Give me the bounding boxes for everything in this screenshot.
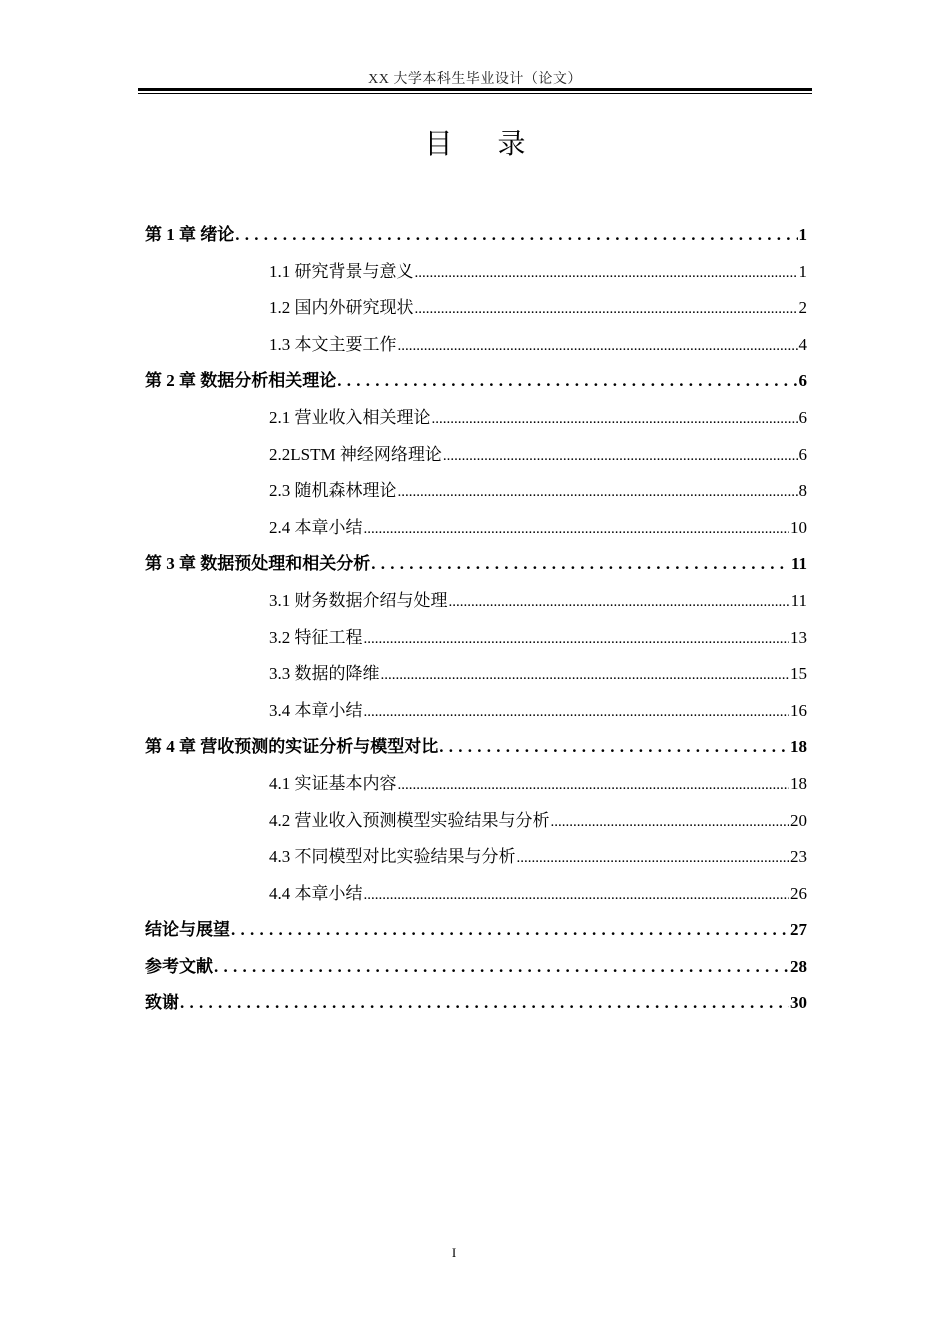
toc-leader-dots bbox=[432, 400, 798, 438]
running-header: XX 大学本科生毕业设计（论文） bbox=[368, 72, 582, 87]
toc-entry-section-4-1[interactable] bbox=[145, 766, 807, 803]
toc-entry-section-2-1[interactable] bbox=[145, 400, 807, 437]
page-number: I bbox=[451, 1245, 457, 1260]
toc-leader-dots bbox=[364, 620, 790, 658]
toc-leader-dots bbox=[214, 949, 789, 986]
toc-entry-label: 4.3 不同模型对比实验结果与分析 bbox=[269, 847, 516, 867]
toc-entry-chapter-2[interactable] bbox=[145, 363, 807, 400]
table-of-contents bbox=[145, 217, 807, 1022]
toc-leader-dots bbox=[180, 985, 789, 1022]
toc-leader-dots bbox=[231, 912, 789, 949]
toc-leader-dots bbox=[398, 766, 790, 804]
toc-entry-page: 10 bbox=[790, 517, 807, 537]
toc-entry-label: 2.4 本章小结 bbox=[269, 517, 363, 537]
toc-entry-label: 第 4 章 营收预测的实证分析与模型对比 bbox=[145, 737, 439, 757]
toc-entry-page: 6 bbox=[798, 407, 807, 427]
toc-entry-label: 4.2 营业收入预测模型实验结果与分析 bbox=[269, 810, 550, 830]
toc-leader-dots bbox=[235, 217, 797, 254]
toc-entry-page: 2 bbox=[798, 298, 807, 318]
toc-entry-label: 2.2LSTM 神经网络理论 bbox=[269, 444, 442, 464]
toc-entry-label: 第 2 章 数据分析相关理论 bbox=[145, 371, 337, 391]
toc-entry-page: 18 bbox=[790, 773, 807, 793]
toc-entry-section-2-3[interactable] bbox=[145, 473, 807, 510]
toc-entry-page: 15 bbox=[790, 664, 807, 684]
toc-entry-page: 1 bbox=[798, 261, 807, 281]
toc-entry-page: 27 bbox=[790, 920, 807, 940]
toc-entry-acknowledgements[interactable] bbox=[145, 985, 807, 1022]
toc-leader-dots bbox=[398, 473, 798, 511]
toc-entry-page: 26 bbox=[790, 883, 807, 903]
toc-entry-section-4-3[interactable] bbox=[145, 839, 807, 876]
toc-entry-page: 16 bbox=[790, 700, 807, 720]
toc-entry-chapter-1[interactable] bbox=[145, 217, 807, 254]
toc-leader-dots bbox=[364, 693, 790, 731]
toc-entry-section-3-1[interactable] bbox=[145, 583, 807, 620]
toc-title: 目 录 bbox=[424, 127, 544, 160]
toc-entry-page: 30 bbox=[790, 993, 807, 1013]
toc-leader-dots bbox=[364, 876, 790, 914]
toc-leader-dots bbox=[415, 254, 798, 292]
toc-leader-dots bbox=[415, 290, 798, 328]
toc-entry-label: 3.1 财务数据介绍与处理 bbox=[269, 590, 448, 610]
toc-leader-dots bbox=[364, 510, 790, 548]
toc-entry-conclusion[interactable] bbox=[145, 912, 807, 949]
toc-entry-section-4-2[interactable] bbox=[145, 803, 807, 840]
toc-entry-page: 11 bbox=[790, 590, 807, 610]
toc-entry-label: 致谢 bbox=[145, 993, 179, 1013]
toc-entry-page: 18 bbox=[790, 737, 807, 757]
toc-entry-page: 20 bbox=[790, 810, 807, 830]
toc-leader-dots bbox=[371, 546, 790, 583]
toc-entry-label: 4.4 本章小结 bbox=[269, 883, 363, 903]
toc-entry-section-2-4[interactable] bbox=[145, 510, 807, 547]
toc-entry-label: 第 1 章 绪论 bbox=[145, 225, 235, 244]
toc-entry-label: 1.3 本文主要工作 bbox=[269, 334, 397, 354]
toc-entry-references[interactable] bbox=[145, 949, 807, 986]
toc-entry-label: 3.4 本章小结 bbox=[269, 700, 363, 720]
toc-entry-label: 第 3 章 数据预处理和相关分析 bbox=[145, 554, 371, 574]
toc-entry-label: 结论与展望 bbox=[145, 920, 230, 940]
toc-entry-label: 1.1 研究背景与意义 bbox=[269, 261, 414, 281]
toc-entry-label: 4.1 实证基本内容 bbox=[269, 773, 397, 793]
toc-entry-label: 2.3 随机森林理论 bbox=[269, 481, 397, 501]
toc-entry-label: 3.3 数据的降维 bbox=[269, 664, 380, 684]
toc-entry-label: 参考文献 bbox=[145, 956, 213, 976]
toc-entry-page: 8 bbox=[798, 481, 807, 501]
toc-entry-section-2-2[interactable] bbox=[145, 437, 807, 474]
toc-entry-page: 13 bbox=[790, 627, 807, 647]
toc-leader-dots bbox=[398, 327, 798, 365]
toc-entry-section-1-1[interactable] bbox=[145, 254, 807, 291]
toc-entry-page: 23 bbox=[790, 847, 807, 867]
toc-entry-section-3-3[interactable] bbox=[145, 656, 807, 693]
toc-entry-label: 1.2 国内外研究现状 bbox=[269, 298, 414, 318]
toc-leader-dots bbox=[439, 729, 789, 766]
header-rule-thick bbox=[138, 88, 812, 91]
toc-entry-section-3-4[interactable] bbox=[145, 693, 807, 730]
toc-entry-page: 4 bbox=[798, 334, 807, 354]
toc-entry-section-1-2[interactable] bbox=[145, 290, 807, 327]
toc-entry-page: 6 bbox=[798, 371, 807, 391]
toc-entry-section-3-2[interactable] bbox=[145, 620, 807, 657]
toc-entry-page: 11 bbox=[790, 554, 807, 574]
toc-leader-dots bbox=[449, 583, 790, 621]
toc-leader-dots bbox=[443, 437, 798, 475]
header-rule-thin bbox=[138, 93, 812, 94]
toc-leader-dots bbox=[551, 803, 790, 841]
toc-leader-dots bbox=[381, 656, 790, 694]
toc-entry-section-1-3[interactable] bbox=[145, 327, 807, 364]
toc-entry-label: 2.1 营业收入相关理论 bbox=[269, 407, 431, 427]
toc-entry-page: 1 bbox=[798, 225, 807, 244]
toc-entry-chapter-3[interactable] bbox=[145, 546, 807, 583]
toc-entry-section-4-4[interactable] bbox=[145, 876, 807, 913]
toc-entry-label: 3.2 特征工程 bbox=[269, 627, 363, 647]
toc-entry-chapter-4[interactable] bbox=[145, 729, 807, 766]
toc-leader-dots bbox=[337, 363, 797, 400]
toc-entry-page: 6 bbox=[798, 444, 807, 464]
toc-entry-page: 28 bbox=[790, 956, 807, 976]
toc-leader-dots bbox=[517, 839, 790, 877]
